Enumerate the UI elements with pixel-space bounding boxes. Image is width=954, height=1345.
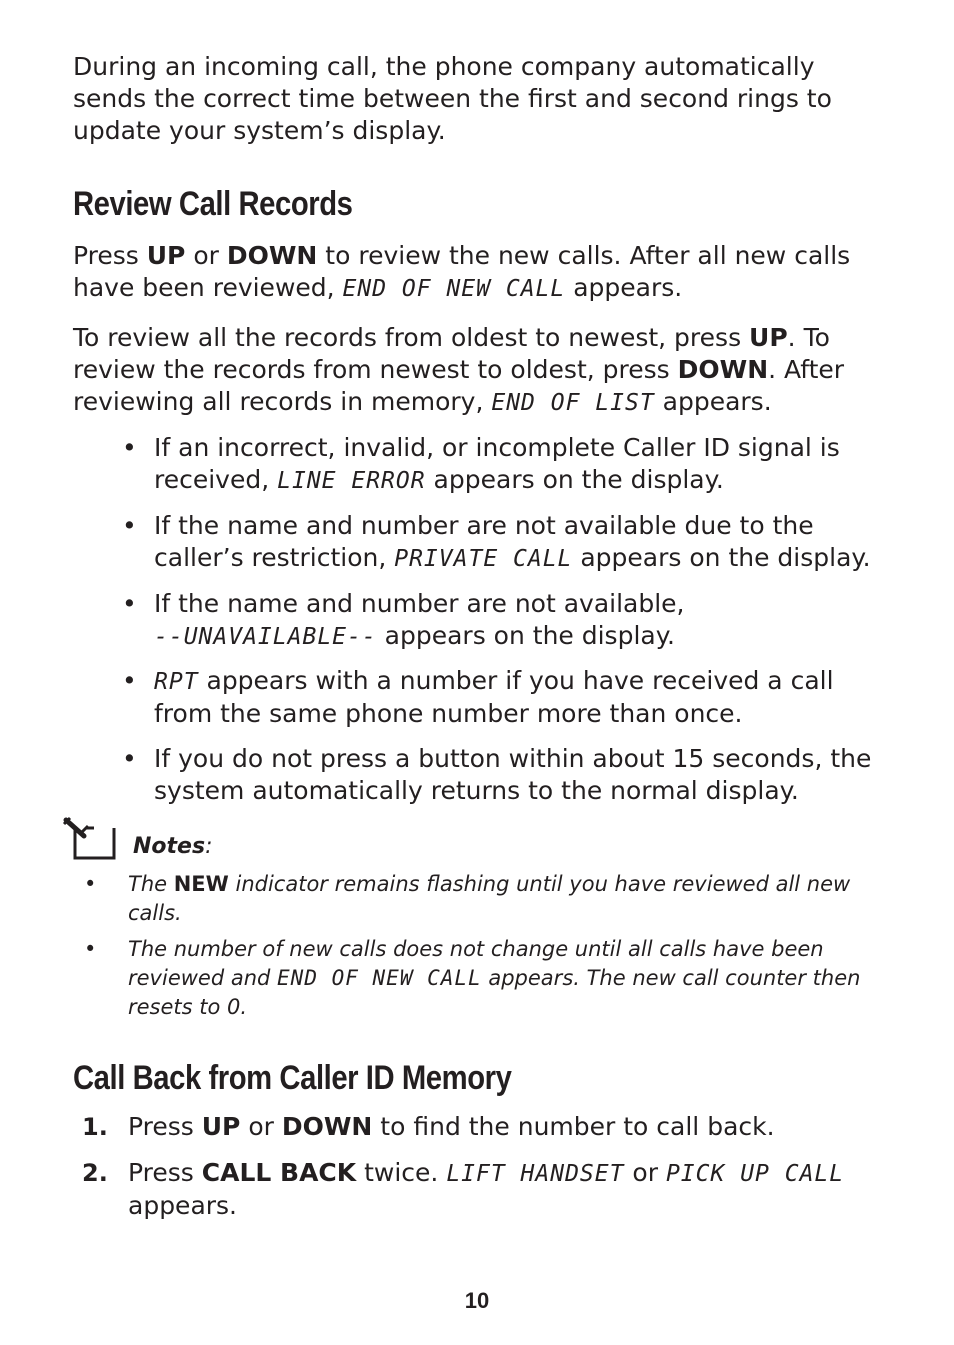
call-back-heading: Call Back from Caller ID Memory <box>73 1059 512 1097</box>
lcd-lift-handset: LIFT HANDSET <box>446 1161 625 1187</box>
review-paragraph-2: To review all the records from oldest to newest, press UP. To review the records from newest to oldest, press DOWN. After reviewing all records in memory, END OF LIST appears. <box>73 323 845 416</box>
note-pencil-icon <box>62 814 118 862</box>
bullet-marker: • <box>122 433 137 462</box>
bullet-marker: • <box>122 511 137 540</box>
lcd-rpt: RPT <box>154 669 199 695</box>
down-key-label: DOWN <box>226 241 318 270</box>
call-back-key-label: CALL BACK <box>201 1158 357 1187</box>
lcd-line-error: LINE ERROR <box>277 468 426 494</box>
bullet-marker: • <box>122 744 137 773</box>
bullet-timeout: If you do not press a button within about 15 seconds, the system automatically returns to the normal display. <box>154 744 872 805</box>
up-key-label: UP <box>146 241 186 270</box>
lcd-pick-up-call: PICK UP CALL <box>665 1161 845 1187</box>
up-key-label: UP <box>201 1112 241 1141</box>
lcd-private-call: PRIVATE CALL <box>394 546 573 572</box>
bullet-line-error: If an incorrect, invalid, or incomplete Caller ID signal is received, LINE ERROR appears on the display. <box>154 433 840 494</box>
bullet-unavailable: If the name and number are not available, --UNAVAILABLE-- appears on the display. <box>154 589 685 650</box>
bullet-marker: • <box>122 666 137 695</box>
lcd-end-of-new-call: END OF NEW CALL <box>277 966 482 990</box>
review-call-records-heading: Review Call Records <box>73 185 353 223</box>
step-1: Press UP or DOWN to find the number to call back. <box>128 1112 775 1141</box>
intro-paragraph: During an incoming call, the phone company automatically sends the correct time between the first and second rings to update your system’s display. <box>73 52 832 145</box>
step-2: Press CALL BACK twice. LIFT HANDSET or PICK UP CALL appears. <box>128 1158 845 1220</box>
lcd-end-of-list: END OF LIST <box>491 390 655 416</box>
bullet-marker: • <box>122 589 137 618</box>
review-paragraph-1: Press UP or DOWN to review the new calls. After all new calls have been reviewed, END OF NEW CALL appears. <box>73 241 851 302</box>
bullet-rpt: RPT appears with a number if you have received a call from the same phone number more than once. <box>154 666 834 728</box>
note-bullet-marker: • <box>84 937 97 961</box>
page-number: 10 <box>464 1288 490 1313</box>
step-number: 2. <box>82 1159 108 1187</box>
lcd-unavailable: --UNAVAILABLE-- <box>154 624 377 650</box>
step-number: 1. <box>82 1113 108 1141</box>
note-bullet-marker: • <box>84 872 97 896</box>
lcd-end-of-new-call: END OF NEW CALL <box>342 276 566 302</box>
note-new-indicator: The NEW indicator remains flashing until you have reviewed all new calls. <box>128 872 851 925</box>
up-key-label: UP <box>749 323 788 352</box>
down-key-label: DOWN <box>677 355 769 384</box>
down-key-label: DOWN <box>281 1112 373 1141</box>
bullet-private-call: If the name and number are not available due to the caller’s restriction, PRIVATE CALL appears on the display. <box>154 511 871 572</box>
note-new-call-counter: The number of new calls does not change until all calls have been reviewed and END OF NEW CALL appears. The new call counter then resets to 0. <box>128 937 861 1019</box>
notes-label: Notes: <box>133 834 213 859</box>
new-indicator-label: NEW <box>173 872 229 896</box>
